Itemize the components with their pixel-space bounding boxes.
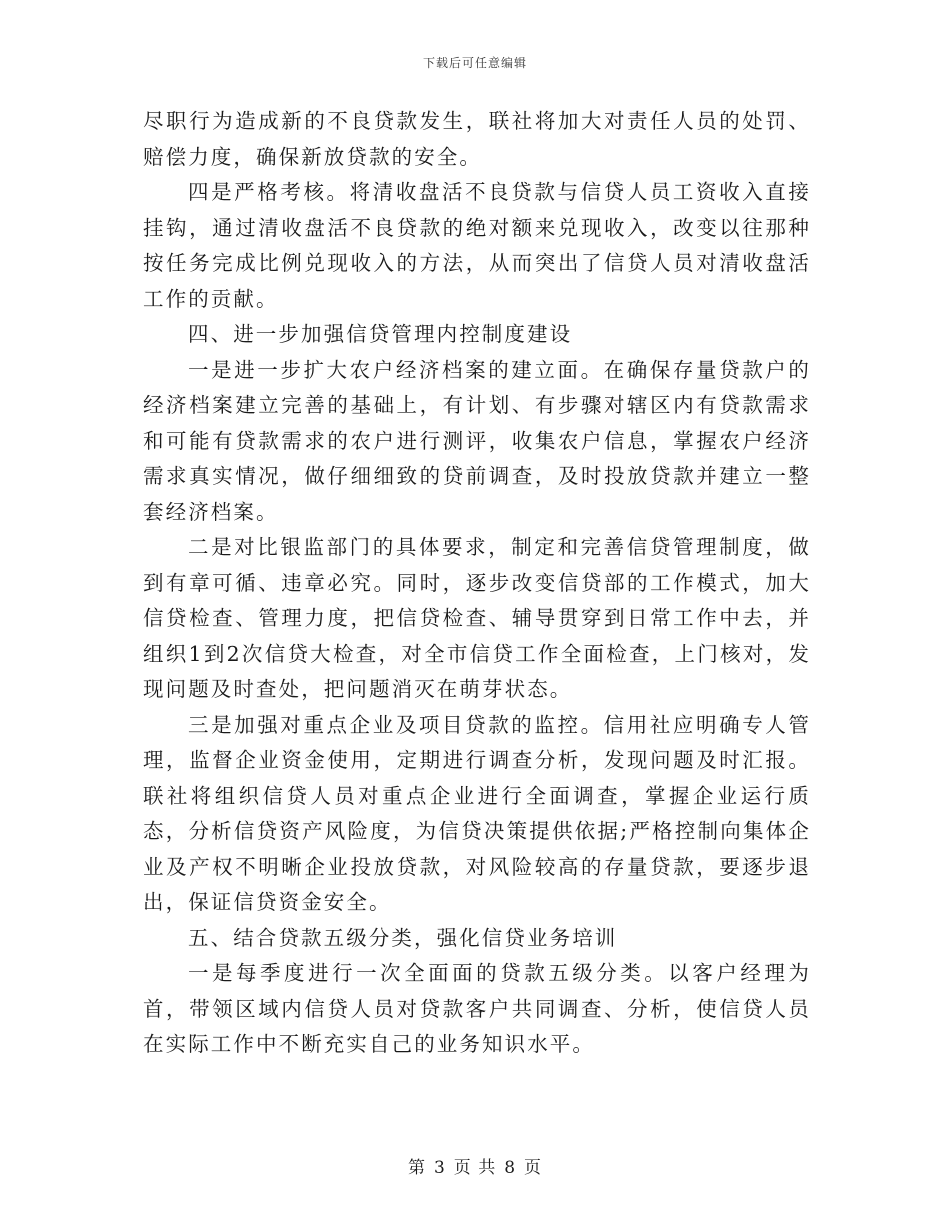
page-footer [0, 1153, 950, 1178]
section-heading-4: 四、进一步加强信贷管理内控制度建设 [188, 322, 573, 346]
footer-middle: 页 共 [453, 1158, 497, 1178]
footer-page-number: 3 [433, 1158, 446, 1178]
paragraph-5: 三是加强对重点企业及项目贷款的监控。信用社应明确专人管理，监督企业资金使用，定期进行调查分析，发现问题及时汇报。联社将组织信贷人员对重点企业进行全面调查，掌握企业运行质态，分析信贷资产风险度，为信贷决策提供依据;严格控制向集体企业及产权不明晰企业投放贷款，对风险较高的存量贷款，要逐步退出，保证信贷资金安全。 [143, 712, 811, 914]
paragraph-1: 尽职行为造成新的不良贷款发生，联社将加大对责任人员的处罚、赔偿力度，确保新放贷款的安全。 [143, 109, 811, 169]
document-body [143, 104, 811, 1063]
paragraph-4: 二是对比银监部门的具体要求，制定和完善信贷管理制度，做到有章可循、违章必究。同时，逐步改变信贷部的工作模式，加大信贷检查、管理力度，把信贷检查、辅导贯穿到日常工作中去，并组织1到2次信贷大检查，对全市信贷工作全面检查，上门核对，发现问题及时查处，把问题消灭在萌芽状态。 [143, 535, 811, 701]
paragraph-2: 四是严格考核。将清收盘活不良贷款与信贷人员工资收入直接挂钩，通过清收盘活不良贷款的绝对额来兑现收入，改变以往那种按任务完成比例兑现收入的方法，从而突出了信贷人员对清收盘活工作的贡献。 [143, 180, 811, 311]
page-header: 下载后可任意编辑 [422, 56, 527, 70]
footer-prefix: 第 [407, 1158, 426, 1178]
paragraph-3: 一是进一步扩大农户经济档案的建立面。在确保存量贷款户的经济档案建立完善的基础上，有计划、有步骤对辖区内有贷款需求和可能有贷款需求的农户进行测评，收集农户信息，掌握农户经济需求真实情况，做仔细细致的贷前调查，及时投放贷款并建立一整套经济档案。 [143, 357, 811, 524]
section-heading-5: 五、结合贷款五级分类，强化信贷业务培训 [188, 925, 618, 950]
footer-suffix: 页 [524, 1158, 543, 1178]
footer-total-pages: 8 [504, 1158, 517, 1178]
paragraph-6: 一是每季度进行一次全面面的贷款五级分类。以客户经理为首，带领区域内信贷人员对贷款客户共同调查、分析，使信贷人员在实际工作中不断充实自己的业务知识水平。 [143, 961, 811, 1056]
